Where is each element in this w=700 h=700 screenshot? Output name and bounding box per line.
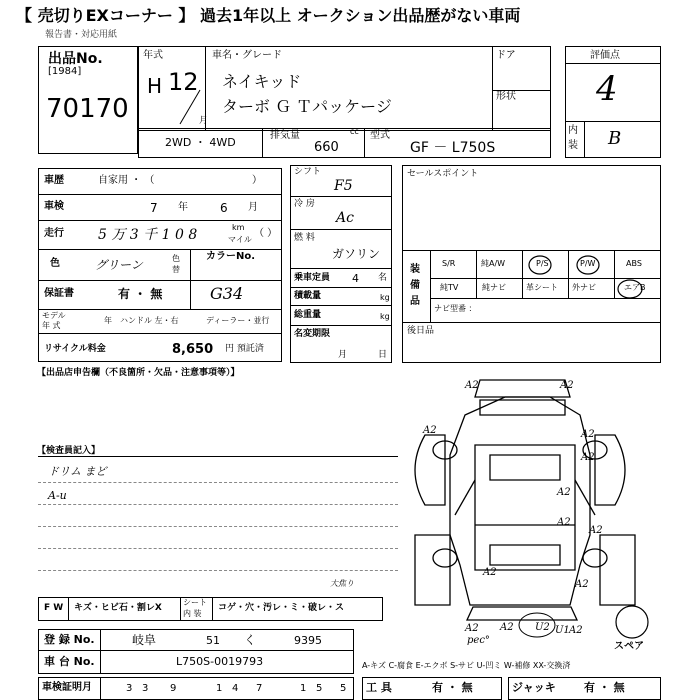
interior-label-2: 装 bbox=[568, 140, 578, 151]
displacement-label: 排気量 bbox=[270, 130, 300, 141]
ac-label: 冷 房 bbox=[294, 199, 315, 209]
ac-value: Ac bbox=[336, 210, 354, 226]
lot-number: 70170 bbox=[46, 94, 129, 124]
model-name: ネイキッド bbox=[222, 72, 302, 91]
jack-value: 有 ・ 無 bbox=[584, 681, 625, 694]
model-label: 車名・グレード bbox=[212, 50, 282, 61]
shift-label: シフト bbox=[294, 167, 322, 177]
diagram-mark-5: A2 bbox=[581, 452, 595, 463]
history-close: ） bbox=[252, 175, 262, 186]
name-change-label: 名変期限 bbox=[294, 329, 331, 339]
shift-value: F5 bbox=[334, 178, 353, 194]
inspection-month-unit: 月 bbox=[248, 202, 258, 213]
score-label: 評価点 bbox=[590, 50, 620, 61]
equipment-label: 装備品 bbox=[410, 264, 420, 307]
defect-seat-2: 内 装 bbox=[183, 609, 202, 618]
legend: A-キズ C-腐食 E-エクボ S-サビ U-凹ミ W-補修 XX-交換済 bbox=[362, 661, 571, 670]
mileage-digits: 5 万 3 千 1 0 8 bbox=[98, 227, 198, 243]
tools-value: 有 ・ 無 bbox=[432, 681, 473, 694]
car-diagram bbox=[395, 375, 640, 655]
model-year-unit: 年 bbox=[104, 316, 112, 325]
equip-pw: P/W bbox=[580, 259, 596, 268]
spare-tire-icon bbox=[612, 602, 652, 642]
model-year-handle: ハンドル 左・右 bbox=[120, 316, 179, 325]
mileage-label: 走行 bbox=[44, 228, 64, 239]
equip-nav-label: ナビ型番 ： bbox=[434, 304, 477, 313]
inspector-note-2: A-u bbox=[48, 489, 67, 502]
shape-label: 形状 bbox=[496, 91, 516, 102]
equip-leather: 革シート bbox=[526, 283, 558, 292]
cert-digit-8: 5 bbox=[316, 683, 323, 694]
equip-abs: ABS bbox=[626, 259, 642, 268]
registration-kana: く bbox=[244, 633, 257, 647]
color-no-label: カラーNo. bbox=[206, 251, 256, 262]
model-year-label-2: 年 式 bbox=[42, 321, 61, 330]
diagram-mark-11: U2 bbox=[535, 622, 550, 633]
equip-ps: P/S bbox=[536, 259, 549, 268]
recycle-value: 8,650 bbox=[172, 342, 214, 357]
name-change-month: 月 bbox=[338, 350, 348, 360]
interior-value: B bbox=[608, 128, 622, 149]
jack-label: ジャッキ bbox=[512, 681, 556, 694]
registration-num1: 51 bbox=[206, 634, 220, 647]
registration-label: 登 録 No. bbox=[44, 633, 95, 646]
notes-title: 【出品店申告欄（不良箇所・欠品・注意事項等）】 bbox=[37, 368, 240, 378]
model-year-label-1: モデル bbox=[42, 311, 66, 320]
tools-label: 工 具 bbox=[366, 681, 392, 694]
defect-fw: F W bbox=[44, 603, 64, 613]
name-change-day: 日 bbox=[378, 350, 388, 360]
equip-ext-navi: 外ナビ bbox=[572, 283, 596, 292]
year-value: 12 bbox=[168, 68, 199, 96]
equip-sr: S/R bbox=[442, 259, 456, 268]
color-no-value: G34 bbox=[210, 284, 244, 303]
cert-label: 車検証明月 bbox=[42, 682, 92, 693]
defect-handwritten: 大焦り bbox=[330, 579, 354, 588]
cert-digit-4: 1 bbox=[216, 683, 223, 694]
sales-points-label: セールスポイント bbox=[407, 169, 479, 179]
capacity-value: 4 bbox=[352, 272, 359, 285]
fuel-value: ガソリン bbox=[332, 247, 381, 261]
lot-sub: [1984] bbox=[48, 66, 82, 77]
inspector-title: 【検査員記入】 bbox=[37, 446, 101, 456]
inspection-month: 6 bbox=[220, 201, 228, 215]
diagram-mark-14: A2 bbox=[500, 622, 514, 633]
type-value: GF － L750S bbox=[410, 140, 496, 156]
color-label: 色 bbox=[50, 258, 60, 269]
diagram-mark-6: A2 bbox=[557, 487, 571, 498]
equip-airbag: エアB bbox=[624, 283, 646, 292]
history-value: 自家用 ・ （ bbox=[98, 175, 155, 186]
inspection-label: 車検 bbox=[44, 201, 64, 212]
interior-label-1: 内 bbox=[568, 125, 578, 136]
diagram-mark-13: A2 bbox=[569, 625, 583, 636]
year-era: H bbox=[147, 74, 163, 98]
color-value: グリーン bbox=[95, 258, 143, 272]
diagram-sub: pec° bbox=[467, 635, 490, 646]
mileage-unit-km: km bbox=[232, 223, 245, 232]
gross-unit: kg bbox=[380, 312, 390, 321]
cert-digit-7: 1 bbox=[300, 683, 307, 694]
year-month-label: 月 bbox=[199, 116, 209, 126]
inspector-note-1: ドリム まど bbox=[48, 465, 107, 478]
load-label: 積載量 bbox=[294, 291, 322, 301]
model-year-dealer: ディーラー・並行 bbox=[206, 316, 270, 325]
header-fragment: 報告書・対応用紙 bbox=[45, 30, 118, 40]
diagram-mark-9: A2 bbox=[483, 567, 497, 578]
diagram-mark-10: A2 bbox=[575, 579, 589, 590]
recycle-label: リサイクル料金 bbox=[44, 344, 106, 354]
model-grade: ターボ Ｇ Ｔパッケージ bbox=[222, 97, 392, 116]
arrival-label: 後日品 bbox=[407, 326, 435, 336]
load-unit: kg bbox=[380, 293, 390, 302]
equip-aw: 純A/W bbox=[481, 259, 506, 268]
defect-misc: コゲ・穴・汚レ・ミ・破レ・ス bbox=[218, 603, 345, 613]
gross-label: 総重量 bbox=[294, 310, 322, 320]
recycle-unit: 円 預託済 bbox=[225, 344, 264, 354]
color-change-label: 色替 bbox=[172, 254, 180, 274]
history-label: 車歴 bbox=[44, 175, 64, 186]
equip-navi: 純ナビ bbox=[482, 283, 506, 292]
year-label: 年式 bbox=[143, 50, 163, 61]
year-slash bbox=[175, 88, 205, 128]
spare-label: スペア bbox=[614, 641, 644, 652]
cert-digit-1: 3 bbox=[126, 683, 133, 694]
diagram-mark-7: A2 bbox=[557, 517, 571, 528]
cert-digit-2: 3 bbox=[142, 683, 149, 694]
score-value: 4 bbox=[596, 69, 618, 109]
registration-pref: 岐阜 bbox=[132, 633, 157, 647]
cert-digit-6: 7 bbox=[256, 683, 263, 694]
diagram-mark-15: A2 bbox=[465, 623, 479, 634]
defect-scratch: キズ・ヒビ石・割レX bbox=[74, 603, 162, 613]
displacement-value: 660 bbox=[314, 140, 339, 155]
diagram-mark-4: A2 bbox=[581, 429, 595, 440]
fuel-label: 燃 料 bbox=[294, 233, 315, 243]
cert-digit-9: 5 bbox=[340, 683, 347, 694]
equipment-circles bbox=[528, 254, 658, 299]
lot-label: 出品No. bbox=[48, 51, 103, 67]
door-label: ドア bbox=[496, 50, 516, 61]
equip-tv: 純TV bbox=[440, 283, 459, 292]
defect-seat-1: シート bbox=[183, 598, 207, 607]
type-label: 型式 bbox=[370, 130, 390, 141]
inspection-year: 7 bbox=[150, 201, 158, 215]
capacity-label: 乗車定員 bbox=[294, 273, 331, 283]
registration-num2: 9395 bbox=[294, 634, 322, 647]
diagram-mark-2: A2 bbox=[560, 380, 574, 391]
chassis-value: L750S-0019793 bbox=[176, 655, 264, 668]
displacement-unit: cc bbox=[350, 127, 359, 136]
inspection-year-unit: 年 bbox=[178, 202, 188, 213]
banner-title: 【 売切りEXコーナー 】 過去1年以上 オークション出品歴がない車両 bbox=[16, 6, 521, 25]
mileage-paren: （ ） bbox=[254, 228, 278, 239]
diagram-mark-1: A2 bbox=[465, 380, 479, 391]
chassis-label: 車 台 No. bbox=[44, 655, 95, 668]
warranty-value: 有 ・ 無 bbox=[118, 287, 163, 301]
cert-digit-5: 4 bbox=[232, 683, 239, 694]
mileage-unit-mile: マイル bbox=[228, 235, 252, 244]
diagram-mark-3: A2 bbox=[423, 425, 437, 436]
cert-digit-3: 9 bbox=[170, 683, 177, 694]
drive-options: 2WD ・ 4WD bbox=[165, 136, 236, 149]
warranty-label: 保証書 bbox=[44, 288, 74, 299]
capacity-unit: 名 bbox=[378, 273, 388, 283]
diagram-mark-8: A2 bbox=[589, 525, 603, 536]
diagram-mark-12: U1 bbox=[555, 625, 570, 636]
